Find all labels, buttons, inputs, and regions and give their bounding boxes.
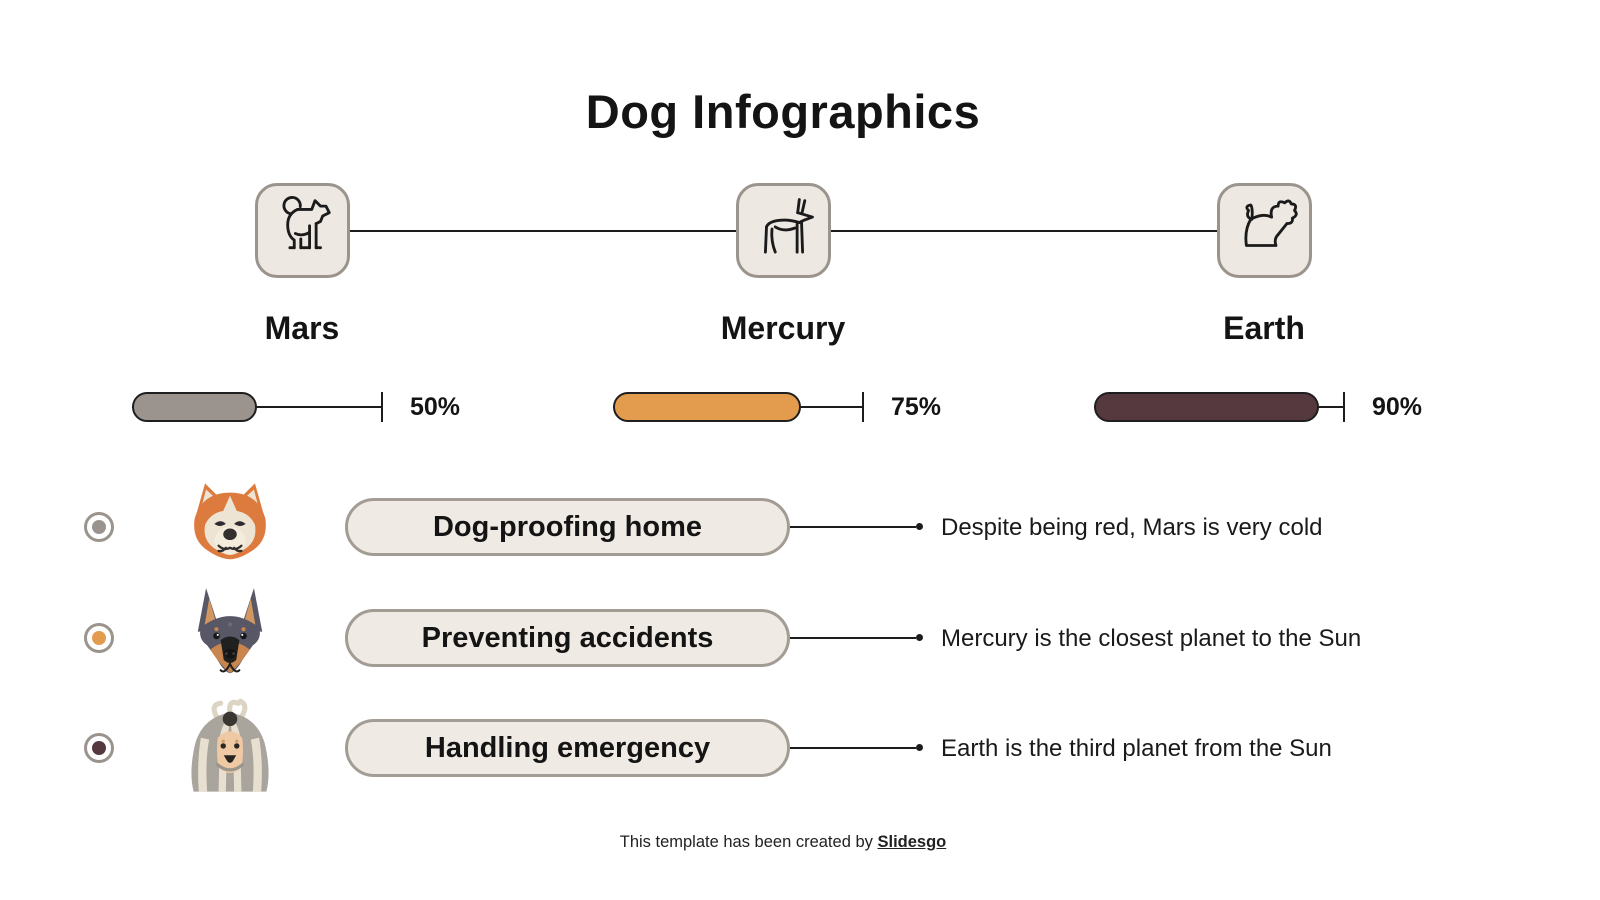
bullet-radio bbox=[84, 512, 114, 542]
info-row-handling-emergency bbox=[0, 693, 1600, 803]
progress-percent-label: 75% bbox=[891, 393, 942, 421]
planet-label-mars: Mars bbox=[264, 310, 340, 346]
lhasa-apso-face-illustration bbox=[178, 696, 282, 800]
timeline-node-earth bbox=[1217, 183, 1312, 278]
leader-line bbox=[790, 747, 916, 749]
topic-pill: Preventing accidents bbox=[345, 609, 790, 667]
row-description: Earth is the third planet from the Sun bbox=[941, 735, 1332, 762]
page-title: Dog Infographics bbox=[585, 85, 981, 138]
leader-line bbox=[790, 637, 916, 639]
progress-end-tick bbox=[381, 392, 383, 422]
progress-pill bbox=[132, 392, 257, 422]
progress-end-tick bbox=[862, 392, 864, 422]
leader-dot bbox=[916, 744, 923, 751]
footer-text: This template has been created by bbox=[619, 833, 873, 851]
planet-label-mercury: Mercury bbox=[720, 310, 846, 346]
info-row-dog-proofing bbox=[0, 472, 1600, 582]
bullet-radio-dot bbox=[92, 520, 106, 534]
progress-pill bbox=[1094, 392, 1319, 422]
doberman-outline-icon bbox=[749, 193, 819, 268]
slidesgo-link[interactable]: Slidesgo bbox=[877, 833, 947, 851]
topic-pill: Dog-proofing home bbox=[345, 498, 790, 556]
progress-bar-earth bbox=[1094, 392, 1454, 422]
leader-dot bbox=[916, 523, 923, 530]
row-description: Mercury is the closest planet to the Sun bbox=[941, 625, 1362, 652]
progress-bar-mars bbox=[132, 392, 492, 422]
bullet-radio bbox=[84, 733, 114, 763]
timeline-node-mercury bbox=[736, 183, 831, 278]
shiba-outline-icon bbox=[268, 193, 338, 268]
akita-face-illustration bbox=[178, 475, 282, 579]
bullet-radio-dot bbox=[92, 741, 106, 755]
progress-bar-mercury bbox=[613, 392, 973, 422]
timeline-node-mars bbox=[255, 183, 350, 278]
info-row-preventing-accidents bbox=[0, 583, 1600, 693]
topic-pill: Handling emergency bbox=[345, 719, 790, 777]
planet-label-earth: Earth bbox=[1223, 310, 1305, 346]
leader-line bbox=[790, 526, 916, 528]
row-description: Despite being red, Mars is very cold bbox=[941, 514, 1323, 541]
progress-pill bbox=[613, 392, 801, 422]
doberman-face-illustration bbox=[178, 586, 282, 690]
leader-dot bbox=[916, 634, 923, 641]
progress-end-tick bbox=[1343, 392, 1345, 422]
footer-credit bbox=[0, 833, 1566, 852]
progress-percent-label: 90% bbox=[1372, 393, 1423, 421]
bullet-radio bbox=[84, 623, 114, 653]
progress-percent-label: 50% bbox=[410, 393, 461, 421]
terrier-outline-icon bbox=[1230, 193, 1300, 268]
bullet-radio-dot bbox=[92, 631, 106, 645]
